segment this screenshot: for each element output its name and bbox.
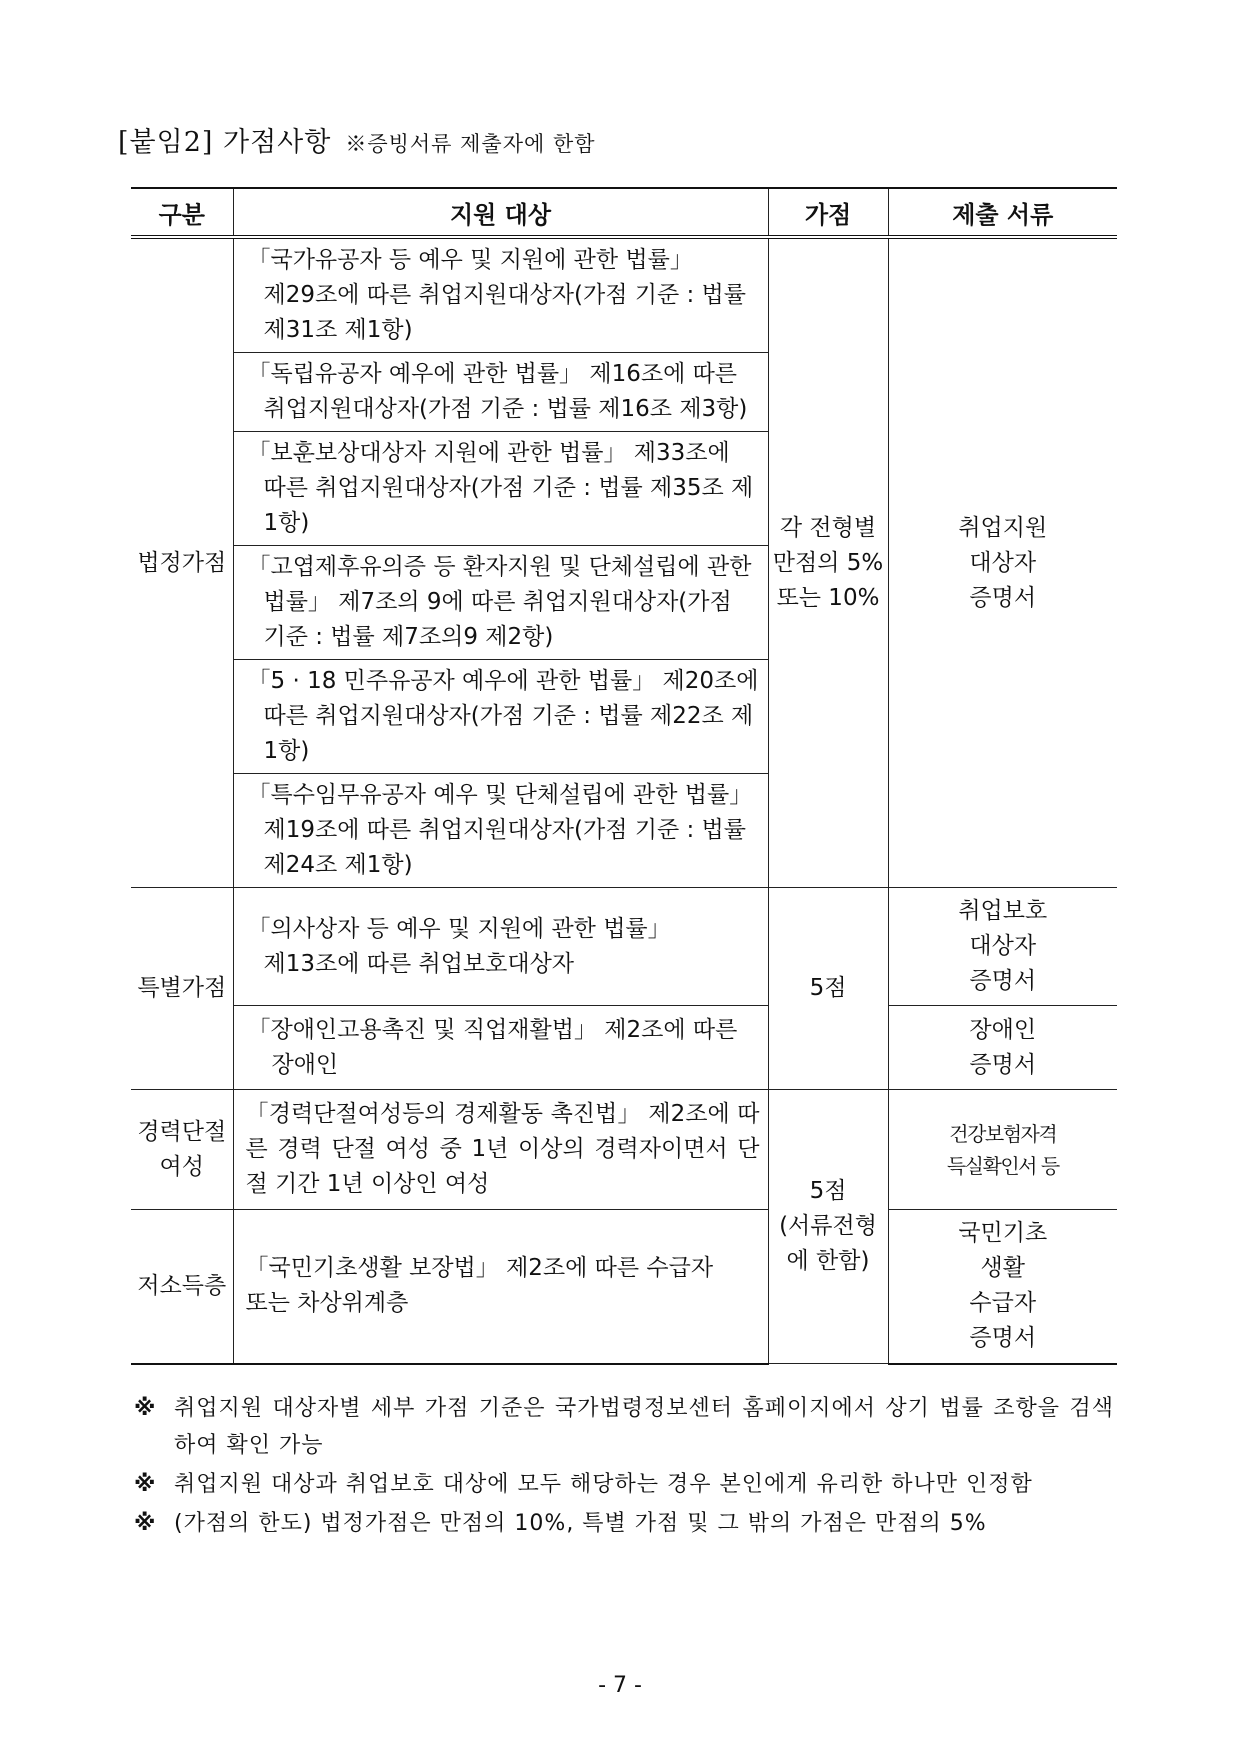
document-line: 취업지원 <box>958 514 1048 541</box>
target-law: 「국가유공자 등 예우 및 지원에 관한 법률」 <box>247 247 693 273</box>
document-line: 국민기초 <box>958 1220 1048 1247</box>
target-law: 「보훈보상대상자 지원에 관한 법률」 제33조에 <box>247 440 730 466</box>
target-cell <box>233 1210 768 1364</box>
target-line: 또는 차상위계층 <box>245 1290 409 1317</box>
document-line: 대상자 <box>969 933 1037 959</box>
target-law: 「의사상자 등 예우 및 지원에 관한 법률」 <box>247 915 671 942</box>
points-line: 에 한함) <box>786 1248 870 1274</box>
table-row <box>131 1090 1117 1210</box>
note-item <box>134 1505 1114 1542</box>
target-cell <box>233 546 768 660</box>
points-line: 또는 10% <box>776 584 880 611</box>
target-law: 「독립유공자 예우에 관한 법률」 제16조에 따른 <box>247 361 738 387</box>
documents-lowincome <box>888 1210 1117 1364</box>
target-cell: 「경력단절여성등의 경제활동 촉진법」 제2조에 따른 경력 단절 여성 중 1년 이상의 경력자이면서 단절 기간 1년 이상인 여성 <box>233 1090 768 1210</box>
page-number: - 7 - <box>598 1673 642 1698</box>
document-line: 장애인 <box>969 1016 1037 1043</box>
target-detail: 제13조에 따른 취업보호대상자 <box>263 950 575 977</box>
target-line: 「국민기초생활 보장법」 제2조에 따른 수급자 <box>245 1255 714 1282</box>
points-legal <box>768 237 888 888</box>
category-line: 경력단절 <box>137 1118 227 1145</box>
note-mark: ※ <box>134 1511 157 1536</box>
documents-career <box>888 1090 1117 1210</box>
points-career-lowincome <box>768 1090 888 1364</box>
note-text: 취업지원 대상자별 세부 가점 기준은 국가법령정보센터 홈페이지에서 상기 법률 조항을 검색하여 확인 가능 <box>174 1396 1114 1458</box>
note-item <box>134 1390 1114 1464</box>
note-mark: ※ <box>134 1472 157 1497</box>
section-title: [붙임2] 가점사항 <box>118 127 332 158</box>
section-note: ※증빙서류 제출자에 한함 <box>345 132 596 156</box>
points-special: 5점 <box>768 888 888 1090</box>
category-career <box>131 1090 233 1210</box>
document-line: 증명서 <box>969 1051 1037 1078</box>
target-cell <box>233 660 768 774</box>
note-mark: ※ <box>134 1396 157 1421</box>
points-line: 각 전형별 <box>779 514 877 541</box>
category-lowincome: 저소득층 <box>131 1210 233 1364</box>
document-line: 건강보험자격 <box>949 1121 1057 1146</box>
points-line: 5점 <box>809 1178 847 1204</box>
documents-special-2 <box>888 1006 1117 1090</box>
target-cell <box>233 353 768 432</box>
target-detail: 법률」 제7조의 9에 따른 취업지원대상자(가점 기준 : 법률 제7조의9 제2항) <box>263 589 732 650</box>
documents-special-1 <box>888 888 1117 1006</box>
target-detail: 장애인 <box>271 1051 339 1078</box>
table-row <box>131 237 1117 353</box>
note-text: (가점의 한도) 법정가점은 만점의 10%, 특별 가점 및 그 밖의 가점은 만점의 5% <box>174 1511 987 1536</box>
header-category: 구분 <box>131 188 233 237</box>
document-line: 득실확인서 등 <box>946 1153 1059 1178</box>
section-heading <box>118 120 596 159</box>
target-detail: 따른 취업지원대상자(가점 기준 : 법률 제22조 제1항) <box>263 703 754 764</box>
header-target: 지원 대상 <box>233 188 768 237</box>
target-detail: 제29조에 따른 취업지원대상자(가점 기준 : 법률 제31조 제1항) <box>263 282 746 343</box>
document-line: 증명서 <box>969 584 1037 611</box>
header-points: 가점 <box>768 188 888 237</box>
documents-legal <box>888 237 1117 888</box>
table-header-row <box>131 188 1117 237</box>
target-law: 「5 · 18 민주유공자 예우에 관한 법률」 제20조에 <box>247 668 759 694</box>
points-line: (서류전형 <box>779 1213 877 1239</box>
table-row <box>131 1210 1117 1364</box>
target-cell <box>233 774 768 888</box>
document-line: 생활 <box>980 1255 1025 1282</box>
notes <box>134 1390 1114 1544</box>
target-detail: 제19조에 따른 취업지원대상자(가점 기준 : 법률 제24조 제1항) <box>263 817 746 878</box>
document-line: 증명서 <box>969 968 1037 994</box>
document-line: 취업보호 <box>958 898 1048 924</box>
target-cell <box>233 888 768 1006</box>
document-line: 대상자 <box>969 549 1037 576</box>
category-line: 여성 <box>159 1153 204 1180</box>
points-line: 만점의 5% <box>772 549 884 576</box>
target-detail: 취업지원대상자(가점 기준 : 법률 제16조 제3항) <box>263 396 748 422</box>
bonus-points-table <box>131 187 1117 1365</box>
target-law: 「특수임무유공자 예우 및 단체설립에 관한 법률」 <box>247 782 753 808</box>
category-special: 특별가점 <box>131 888 233 1090</box>
note-text: 취업지원 대상과 취업보호 대상에 모두 해당하는 경우 본인에게 유리한 하나만 인정함 <box>174 1472 1033 1497</box>
target-detail: 따른 취업지원대상자(가점 기준 : 법률 제35조 제1항) <box>263 475 754 536</box>
table-row <box>131 1006 1117 1090</box>
document-line: 수급자 <box>969 1290 1037 1317</box>
note-item <box>134 1466 1114 1503</box>
target-cell <box>233 1006 768 1090</box>
table-row <box>131 888 1117 1006</box>
target-law: 「고엽제후유의증 등 환자지원 및 단체설립에 관한 <box>247 554 752 580</box>
target-cell <box>233 432 768 546</box>
document-line: 증명서 <box>969 1325 1037 1352</box>
target-law: 「장애인고용촉진 및 직업재활법」 제2조에 따른 <box>247 1016 738 1043</box>
header-documents: 제출 서류 <box>888 188 1117 237</box>
category-legal: 법정가점 <box>131 237 233 888</box>
target-cell <box>233 237 768 353</box>
